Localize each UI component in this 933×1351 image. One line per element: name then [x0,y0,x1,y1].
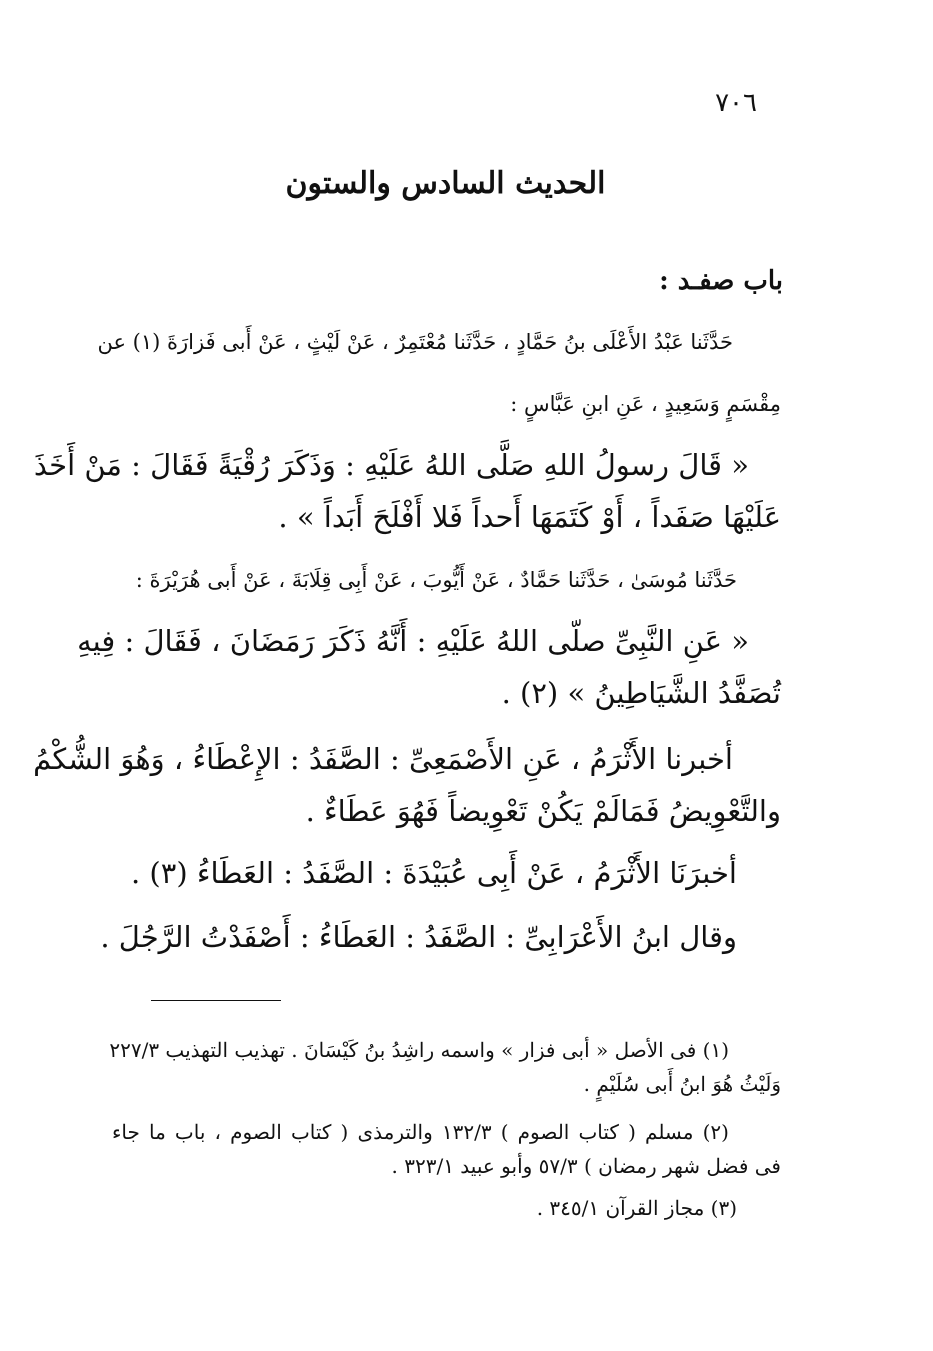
footnote2-line2: فى فضل شهر رمضان ) ٥٧/٣ وأبو عبيد ٣٢٣/١ . [391,1154,781,1178]
hadith1-matn-line2: عَلَيْهَا صَفَداً ، أَوْ كَتَمَهَا أَحداً فَلا أَفْلَحَ أَبَداً » . [278,500,781,534]
lexical-line1: أخبرنا الأَثْرَمُ ، عَنِ الأَصْمَعِىِّ : الصَّفَدُ : الإِعْطَاءُ ، وَهُوَ الشُّكْمُ [33,742,733,776]
footnote3-line1: (٣) مجاز القرآن ٣٤٥/١ . [536,1196,737,1220]
hadith2-matn-line2: تُصَفَّدُ الشَّيَاطِينُ » (٢) . [501,676,781,710]
footnote-separator [151,1000,281,1001]
page-number: ٧٠٦ [715,88,757,118]
hadith1-isnad-line1: حَدَّثَنا عَبْدُ الأَعْلَى بنُ حَمَّادٍ ، حَدَّثَنا مُعْتَمِرٌ ، عَنْ لَيْثٍ ، عَنْ أَبى فَزارَةَ (١) عن [97,330,733,354]
footnote1-line1: (١) فى الأصل « أبى فزار » واسمه راشِدُ بنُ كَيْسَانَ . تهذيب التهذيب ٢٢٧/٣ [109,1038,729,1062]
hadith1-matn-line1: « قَالَ رسولُ اللهِ صَلَّى اللهُ عَلَيْهِ : وَذَكَرَ رُقْيَةً فَقَالَ : مَنْ أَخَذَ [33,448,749,482]
footnote1-line2: وَلَيْثُ هُوَ ابنُ أَبى سُلَيْمٍ . [583,1072,781,1096]
hadith-title: الحديث السادس والستون [285,166,606,201]
lexical-line4: وقال ابنُ الأَعْرَابِىِّ : الصَّفَدُ : العَطَاءُ : أَصْفَدْتُ الرَّجُلَ . [100,920,737,954]
hadith2-isnad-line1: حَدَّثَنا مُوسَىٰ ، حَدَّثَنا حَمَّادٌ ، عَنْ أَيُّوبَ ، عَنْ أَبِى قِلَابَةَ ، عَنْ أَبى هُرَيْرَةَ : [135,568,737,592]
chapter-heading: باب صفـد : [659,266,783,296]
hadith1-isnad-line2: مِقْسَمٍ وَسَعِيدٍ ، عَنِ ابنِ عَبَّاسٍ : [510,392,781,416]
lexical-line2: والتَّعْوِيضُ فَمَالَمْ يَكُنْ تَعْوِيضاً فَهُوَ عَطَاءٌ . [305,794,781,828]
hadith2-matn-line1: « عَنِ النَّبِىِّ صلّى اللهُ عَلَيْهِ : أَنَّهُ ذَكَرَ رَمَضَانَ ، فَقَالَ : فِيهِ [77,624,749,658]
footnote2-line1: (٢) مسلم ( كتاب الصوم ) ١٣٢/٣ والترمذى ( كتاب الصوم ، باب ما جاء [112,1120,729,1144]
lexical-line3: أخبرَنَا الأَثْرَمُ ، عَنْ أَبِى عُبَيْدَةَ : الصَّفَدُ : العَطَاءُ (٣) . [131,856,737,890]
